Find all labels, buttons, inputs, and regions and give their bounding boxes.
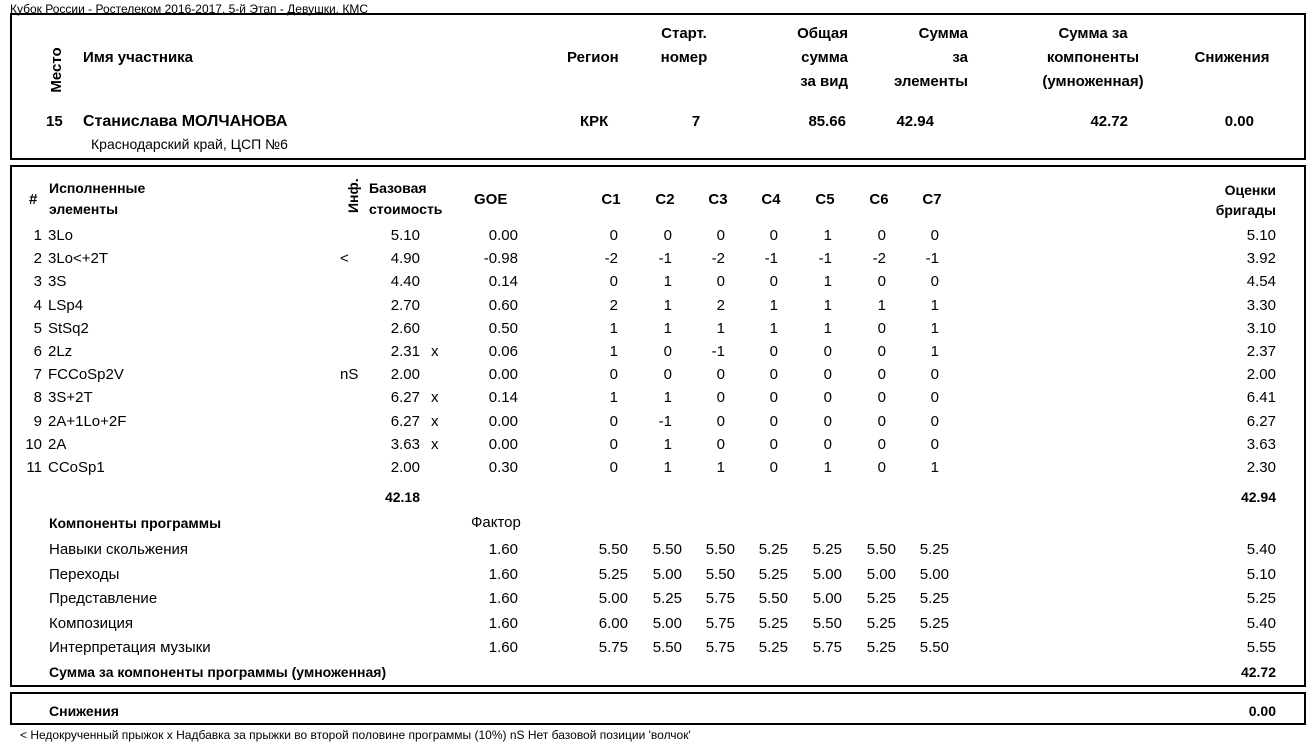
judge-header: C1 [601, 191, 621, 208]
total-label-line: сумма [801, 49, 848, 66]
judge-component-score: 5.50 [598, 541, 628, 558]
element-panel-score: 4.54 [1246, 273, 1276, 291]
element-goe: -0.98 [483, 250, 518, 268]
element-base-value: 6.27 [390, 389, 420, 407]
judge-goe: -2 [711, 250, 725, 268]
judge-goe: 1 [663, 273, 672, 291]
judge-goe: 1 [609, 343, 618, 360]
judge-goe: 0 [877, 227, 886, 244]
judge-goe: 0 [609, 227, 618, 244]
judge-component-score: 5.50 [919, 639, 949, 656]
start-label-line: номер [660, 49, 708, 66]
element-goe: 0.60 [488, 296, 518, 314]
elements-score-label [868, 22, 968, 94]
element-number: 11 [26, 459, 42, 476]
judge-goe: 1 [823, 296, 832, 314]
components-label-line: компоненты [1046, 49, 1140, 66]
element-panel-score: 2.00 [1246, 366, 1276, 384]
judge-component-score: 5.25 [598, 565, 628, 583]
judge-component-score: 5.50 [705, 565, 735, 583]
judge-component-score: 5.25 [758, 614, 788, 632]
panel-header-line: бригады [1215, 202, 1276, 218]
component-row [0, 587, 1316, 610]
col-info-header: Инф. [345, 178, 361, 213]
element-row [0, 294, 1316, 317]
element-row [0, 456, 1316, 479]
total-label-line: за вид [800, 73, 848, 90]
judge-header: C3 [708, 191, 728, 208]
judge-goe: 0 [930, 412, 939, 430]
element-bonus-mark: x [431, 343, 439, 360]
judge-goe: 1 [930, 319, 939, 337]
elements-label-line: Сумма [918, 25, 968, 42]
component-name: Композиция [49, 614, 134, 632]
element-goe: 0.00 [488, 227, 518, 244]
judge-goe: 0 [877, 273, 886, 291]
judge-component-score: 5.50 [866, 541, 896, 558]
element-base-value: 4.90 [390, 250, 420, 268]
judge-goe: -1 [658, 250, 672, 268]
components-sum-value: 42.72 [1240, 664, 1276, 680]
judge-component-score: 5.25 [652, 590, 682, 607]
judge-goe: 0 [877, 343, 886, 360]
judge-goe: 1 [769, 319, 778, 337]
element-panel-score: 6.27 [1246, 412, 1276, 430]
judge-component-score: 5.50 [652, 541, 682, 558]
skater-total-score: 85.66 [808, 113, 846, 130]
component-row [0, 563, 1316, 586]
component-panel-score: 5.10 [1246, 565, 1276, 583]
component-panel-score: 5.55 [1246, 639, 1276, 656]
judge-component-score: 5.75 [598, 639, 628, 656]
element-base-value: 2.00 [390, 459, 420, 476]
element-row [0, 410, 1316, 433]
deductions-label: Снижения [1194, 49, 1270, 66]
judge-goe: 0 [877, 366, 886, 384]
component-panel-score: 5.25 [1246, 590, 1276, 607]
skater-start-number: 7 [691, 113, 701, 130]
judge-goe: 0 [663, 227, 672, 244]
total-label-line: Общая [797, 25, 848, 42]
element-panel-score: 3.63 [1246, 435, 1276, 453]
judge-goe: 1 [663, 296, 672, 314]
element-code: CCoSp1 [48, 459, 105, 476]
skater-elements-score: 42.94 [896, 113, 934, 130]
judge-component-score: 5.25 [919, 614, 949, 632]
judge-component-score: 5.00 [652, 565, 682, 583]
col-goe-header: GOE [474, 191, 508, 208]
judge-goe: 1 [930, 343, 939, 360]
elements-score-total: 42.94 [1240, 489, 1276, 505]
deductions-row-label: Снижения [49, 703, 119, 719]
skater-components-score: 42.72 [1090, 113, 1128, 130]
element-panel-score: 3.10 [1246, 319, 1276, 337]
judge-component-score: 5.25 [919, 541, 949, 558]
judge-goe: 0 [769, 273, 778, 291]
col-base-header [369, 178, 442, 220]
component-row [0, 538, 1316, 561]
judge-goe: 0 [769, 389, 778, 407]
judge-component-score: 5.25 [758, 541, 788, 558]
deductions-box [10, 692, 1306, 725]
judge-goe: 0 [877, 389, 886, 407]
judge-goe: 1 [930, 459, 939, 476]
judge-goe: 0 [769, 366, 778, 384]
judge-goe: 0 [609, 435, 618, 453]
element-panel-score: 3.92 [1246, 250, 1276, 268]
judge-component-score: 5.25 [812, 541, 842, 558]
judge-goe: 1 [663, 389, 672, 407]
element-number: 3 [33, 273, 42, 291]
components-title: Компоненты программы [49, 515, 222, 531]
judge-component-score: 5.50 [812, 614, 842, 632]
judge-component-score: 5.00 [919, 565, 949, 583]
element-base-value: 2.00 [390, 366, 420, 384]
judge-goe: 2 [716, 296, 725, 314]
components-sum-label: Сумма за компоненты программы (умноженная) [49, 664, 387, 680]
components-score-label [1022, 22, 1164, 94]
rank-label: Место [48, 47, 65, 93]
element-number: 7 [33, 366, 42, 384]
deductions-row-value: 0.00 [1248, 703, 1276, 719]
element-number: 1 [33, 227, 42, 244]
element-goe: 0.00 [488, 412, 518, 430]
element-code: 2A [48, 435, 67, 453]
judge-goe: -1 [818, 250, 832, 268]
judge-component-score: 5.25 [866, 590, 896, 607]
judge-goe: -1 [711, 343, 725, 360]
element-code: 3Lo [48, 227, 74, 244]
judge-goe: 0 [823, 366, 832, 384]
judge-component-score: 6.00 [598, 614, 628, 632]
judge-component-score: 5.25 [758, 639, 788, 656]
judge-header: C7 [922, 191, 942, 208]
judge-goe: 0 [930, 227, 939, 244]
skater-deductions: 0.00 [1224, 113, 1254, 130]
judge-component-score: 5.75 [705, 639, 735, 656]
judge-goe: 0 [716, 412, 725, 430]
element-row [0, 270, 1316, 293]
element-info: nS [340, 366, 359, 384]
element-number: 10 [25, 435, 42, 453]
judge-goe: 0 [716, 389, 725, 407]
element-info: < [340, 250, 349, 268]
judge-goe: 0 [663, 343, 672, 360]
element-panel-score: 6.41 [1246, 389, 1276, 407]
judge-goe: 0 [930, 366, 939, 384]
base-value-total: 42.18 [384, 489, 420, 505]
component-row [0, 612, 1316, 635]
components-label-line: Сумма за [1058, 25, 1128, 42]
factor-label: Фактор [471, 514, 521, 531]
panel-header-line: Оценки [1224, 182, 1276, 198]
judge-component-score: 5.25 [866, 639, 896, 656]
judge-goe: 0 [769, 412, 778, 430]
judge-goe: 0 [609, 412, 618, 430]
judge-header: C4 [761, 191, 781, 208]
element-number: 9 [33, 412, 42, 430]
judge-goe: 1 [609, 389, 618, 407]
element-code: 2A+1Lo+2F [48, 412, 127, 430]
element-goe: 0.06 [488, 343, 518, 360]
element-row [0, 386, 1316, 409]
component-panel-score: 5.40 [1246, 614, 1276, 632]
col-element-header [49, 178, 145, 220]
judge-component-score: 5.50 [652, 639, 682, 656]
judge-goe: 1 [663, 435, 672, 453]
judge-goe: 0 [877, 412, 886, 430]
judge-component-score: 5.50 [705, 541, 735, 558]
component-factor: 1.60 [488, 639, 518, 656]
component-name: Интерпретация музыки [49, 639, 211, 656]
judge-goe: 1 [823, 319, 832, 337]
judge-goe: 0 [823, 389, 832, 407]
judge-goe: 0 [769, 459, 778, 476]
base-header-line: Базовая [369, 180, 427, 196]
judge-header: C2 [655, 191, 675, 208]
component-name: Представление [49, 590, 158, 607]
element-row [0, 340, 1316, 363]
component-name: Навыки скольжения [49, 541, 189, 558]
start-number-label [646, 22, 722, 70]
judge-goe: 1 [663, 459, 672, 476]
component-row [0, 636, 1316, 659]
element-code: StSq2 [48, 319, 89, 337]
element-base-value: 5.10 [390, 227, 420, 244]
element-code: FCCoSp2V [48, 366, 124, 384]
element-bonus-mark: x [431, 435, 439, 453]
element-number: 8 [33, 389, 42, 407]
judge-goe: -1 [658, 412, 672, 430]
element-row [0, 433, 1316, 456]
judge-goe: 1 [769, 296, 778, 314]
element-panel-score: 2.37 [1246, 343, 1276, 360]
judge-goe: 0 [877, 319, 886, 337]
element-header-line: элементы [49, 201, 119, 217]
judge-goe: 0 [769, 343, 778, 360]
judge-goe: 0 [823, 412, 832, 430]
judge-goe: 1 [930, 296, 939, 314]
judge-goe: 1 [823, 459, 832, 476]
judge-component-score: 5.25 [919, 590, 949, 607]
region-label: Регион [567, 49, 619, 66]
element-row [0, 224, 1316, 247]
component-factor: 1.60 [488, 614, 518, 632]
col-panel-header [1196, 180, 1276, 220]
judge-component-score: 5.75 [705, 590, 735, 607]
element-row [0, 317, 1316, 340]
component-factor: 1.60 [488, 590, 518, 607]
judge-goe: 0 [877, 459, 886, 476]
element-row [0, 247, 1316, 270]
judge-goe: -2 [872, 250, 886, 268]
judge-component-score: 5.00 [812, 590, 842, 607]
element-number: 5 [33, 319, 42, 337]
element-code: 3S [48, 273, 67, 291]
component-panel-score: 5.40 [1246, 541, 1276, 558]
total-score-label [760, 22, 848, 94]
element-number: 2 [33, 250, 42, 268]
judge-component-score: 5.50 [758, 590, 788, 607]
judge-goe: 0 [930, 435, 939, 453]
element-goe: 0.00 [488, 435, 518, 453]
component-factor: 1.60 [488, 565, 518, 583]
footnote: < Недокрученный прыжок x Надбавка за прыжки во второй половине программы (10%) nS Нет базовой позиции 'волчок' [20, 728, 691, 742]
skater-club: Краснодарский край, ЦСП №6 [91, 136, 288, 152]
judge-component-score: 5.00 [866, 565, 896, 583]
skater-region: КРК [580, 113, 609, 130]
page-title: Кубок России - Ростелеком 2016-2017, 5-й Этап - Девушки, КМС [10, 2, 368, 16]
element-bonus-mark: x [431, 412, 439, 430]
judge-goe: 1 [823, 227, 832, 244]
judge-goe: 0 [823, 343, 832, 360]
element-bonus-mark: x [431, 389, 439, 407]
element-header-line: Исполненные [49, 180, 146, 196]
element-base-value: 2.60 [390, 319, 420, 337]
element-code: LSp4 [48, 296, 84, 314]
judge-goe: 0 [930, 273, 939, 291]
judge-component-score: 5.00 [652, 614, 682, 632]
judge-goe: 1 [609, 319, 618, 337]
element-goe: 0.00 [488, 366, 518, 384]
judge-goe: -1 [925, 250, 939, 268]
judge-goe: 1 [823, 273, 832, 291]
element-code: 3Lo<+2T [48, 250, 109, 268]
component-name: Переходы [49, 565, 120, 583]
judge-component-score: 5.00 [598, 590, 628, 607]
element-number: 6 [33, 343, 42, 360]
judge-goe: -2 [604, 250, 618, 268]
judge-goe: 0 [877, 435, 886, 453]
judge-goe: 1 [663, 319, 672, 337]
judge-component-score: 5.75 [812, 639, 842, 656]
judge-goe: 1 [877, 296, 886, 314]
judge-goe: 0 [609, 273, 618, 291]
element-goe: 0.30 [488, 459, 518, 476]
judge-header: C6 [869, 191, 889, 208]
judge-component-score: 5.75 [705, 614, 735, 632]
element-panel-score: 2.30 [1246, 459, 1276, 476]
skater-name: Станислава МОЛЧАНОВА [83, 113, 288, 130]
elements-label-line: за [952, 49, 968, 66]
element-goe: 0.14 [488, 273, 518, 291]
element-goe: 0.14 [488, 389, 518, 407]
judge-goe: 0 [769, 227, 778, 244]
element-base-value: 2.70 [390, 296, 420, 314]
base-header-line: стоимость [369, 201, 443, 217]
judge-goe: 2 [609, 296, 618, 314]
element-row [0, 363, 1316, 386]
element-code: 3S+2T [48, 389, 93, 407]
judge-goe: 0 [716, 273, 725, 291]
element-panel-score: 3.30 [1246, 296, 1276, 314]
judge-goe: 0 [609, 366, 618, 384]
judge-goe: 0 [716, 366, 725, 384]
judge-component-score: 5.25 [866, 614, 896, 632]
judge-component-score: 5.00 [812, 565, 842, 583]
judge-goe: -1 [764, 250, 778, 268]
judge-goe: 1 [716, 319, 725, 337]
col-number-header: # [29, 191, 38, 208]
start-label-line: Старт. [661, 25, 707, 42]
element-number: 4 [33, 296, 42, 314]
judge-goe: 0 [716, 227, 725, 244]
element-base-value: 4.40 [390, 273, 420, 291]
element-base-value: 6.27 [390, 412, 420, 430]
element-panel-score: 5.10 [1246, 227, 1276, 244]
elements-label-line: элементы [893, 73, 968, 90]
judge-goe: 0 [663, 366, 672, 384]
element-goe: 0.50 [488, 319, 518, 337]
element-base-value: 2.31 [390, 343, 420, 360]
element-base-value: 3.63 [390, 435, 420, 453]
judge-goe: 0 [930, 389, 939, 407]
components-label-line: (умноженная) [1042, 73, 1144, 90]
judge-goe: 0 [609, 459, 618, 476]
judge-goe: 0 [769, 435, 778, 453]
element-code: 2Lz [48, 343, 73, 360]
name-label: Имя участника [83, 49, 194, 66]
judge-header: C5 [815, 191, 835, 208]
judge-component-score: 5.25 [758, 565, 788, 583]
skater-rank: 15 [46, 113, 63, 130]
component-factor: 1.60 [488, 541, 518, 558]
judge-goe: 0 [823, 435, 832, 453]
judge-goe: 0 [716, 435, 725, 453]
judge-goe: 1 [716, 459, 725, 476]
